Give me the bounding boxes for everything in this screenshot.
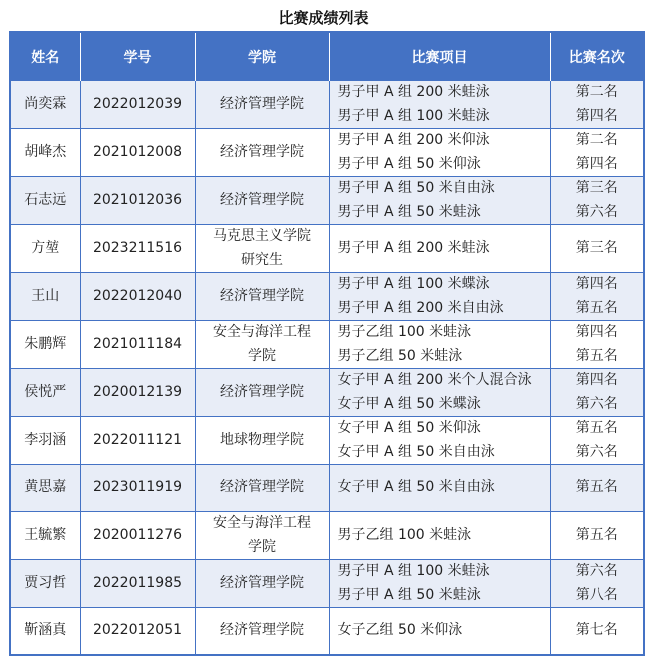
event-cell (329, 225, 550, 273)
rank-line: 第四名 (575, 324, 618, 340)
name-cell: 贾习哲 (10, 560, 80, 608)
name-cell: 尚奕霖 (10, 81, 80, 129)
event-cell (329, 512, 550, 560)
header-student-id: 学号 (80, 32, 195, 81)
college-line: 学院 (248, 538, 276, 555)
event-line: 男子乙组 100 米蛙泳 (337, 324, 472, 340)
table-body (10, 81, 644, 656)
table-title: 比赛成绩列表 (278, 9, 369, 27)
college-line: 经济管理学院 (220, 622, 304, 639)
event-line: 男子甲 A 组 50 米蛙泳 (337, 203, 481, 220)
name-cell: 李羽涵 (10, 417, 80, 465)
event-line: 男子甲 A 组 100 米蝶泳 (337, 276, 490, 292)
college-line: 安全与海洋工程 (213, 515, 311, 531)
event-line: 男子甲 A 组 50 米蛙泳 (337, 586, 481, 603)
college-line: 地球物理学院 (220, 431, 304, 448)
event-line: 女子甲 A 组 50 米蝶泳 (337, 395, 481, 412)
student-id-cell: 2022012040 (80, 273, 195, 321)
college-cell (195, 417, 329, 465)
event-cell (329, 129, 550, 177)
rank-line: 第四名 (575, 155, 618, 172)
event-line: 男子甲 A 组 100 米蛙泳 (337, 107, 490, 124)
rank-cell (550, 465, 644, 512)
table-row (10, 177, 644, 225)
header-row (10, 32, 644, 81)
event-cell (329, 560, 550, 608)
name-cell: 靳涵真 (10, 608, 80, 656)
rank-cell (550, 225, 644, 273)
college-line: 研究生 (241, 251, 283, 268)
table-row (10, 81, 644, 129)
event-cell (329, 177, 550, 225)
college-line: 经济管理学院 (220, 383, 304, 400)
name-cell: 石志远 (10, 177, 80, 225)
rank-line: 第六名 (575, 395, 618, 412)
college-line: 经济管理学院 (220, 287, 304, 304)
rank-cell (550, 512, 644, 560)
college-line: 经济管理学院 (220, 479, 304, 496)
table-row (10, 129, 644, 177)
rank-cell (550, 129, 644, 177)
event-line: 男子甲 A 组 50 米自由泳 (337, 180, 495, 196)
college-cell (195, 177, 329, 225)
table-row (10, 321, 644, 369)
name-cell: 王毓繁 (10, 512, 80, 560)
event-cell (329, 81, 550, 129)
event-cell (329, 608, 550, 656)
rank-cell (550, 321, 644, 369)
rank-line: 第七名 (575, 622, 618, 639)
event-cell (329, 321, 550, 369)
student-id-cell: 2021011184 (80, 321, 195, 369)
rank-line: 第三名 (575, 239, 618, 256)
college-cell (195, 321, 329, 369)
rank-line: 第三名 (575, 180, 618, 196)
table-row (10, 225, 644, 273)
event-line: 男子甲 A 组 50 米仰泳 (337, 155, 481, 172)
rank-line: 第二名 (575, 84, 618, 100)
student-id-cell: 2020011276 (80, 512, 195, 560)
table-row (10, 512, 644, 560)
rank-line: 第八名 (575, 586, 618, 603)
rank-line: 第四名 (575, 372, 618, 388)
college-line: 马克思主义学院 (213, 228, 311, 244)
table-row (10, 369, 644, 417)
rank-line: 第五名 (575, 479, 618, 496)
college-cell (195, 225, 329, 273)
rank-cell (550, 81, 644, 129)
name-cell: 朱鹏辉 (10, 321, 80, 369)
rank-line: 第五名 (575, 526, 618, 543)
rank-cell (550, 273, 644, 321)
college-cell (195, 369, 329, 417)
college-cell (195, 81, 329, 129)
name-cell: 黄思嘉 (10, 465, 80, 512)
student-id-cell: 2022011985 (80, 560, 195, 608)
event-line: 女子甲 A 组 50 米仰泳 (337, 420, 481, 436)
event-cell (329, 465, 550, 512)
table-row (10, 560, 644, 608)
event-cell (329, 273, 550, 321)
rank-line: 第六名 (575, 443, 618, 460)
table-row (10, 417, 644, 465)
name-cell: 方堃 (10, 225, 80, 273)
college-cell (195, 512, 329, 560)
rank-line: 第四名 (575, 107, 618, 124)
event-line: 女子乙组 50 米仰泳 (337, 622, 463, 639)
student-id-cell: 2020012139 (80, 369, 195, 417)
college-line: 经济管理学院 (220, 143, 304, 160)
name-cell: 胡峰杰 (10, 129, 80, 177)
event-line: 女子甲 A 组 200 米个人混合泳 (337, 372, 532, 388)
rank-line: 第六名 (575, 203, 618, 220)
rank-line: 第五名 (575, 347, 618, 364)
header-rank: 比赛名次 (550, 32, 644, 81)
college-cell (195, 608, 329, 656)
college-line: 学院 (248, 347, 276, 364)
rank-cell (550, 417, 644, 465)
event-line: 男子甲 A 组 200 米蛙泳 (337, 239, 490, 256)
student-id-cell: 2022012039 (80, 81, 195, 129)
rank-line: 第五名 (575, 299, 618, 316)
event-line: 女子甲 A 组 50 米自由泳 (337, 479, 495, 496)
rank-cell (550, 177, 644, 225)
student-id-cell: 2021012036 (80, 177, 195, 225)
event-line: 男子甲 A 组 200 米蛙泳 (337, 84, 490, 100)
event-line: 女子甲 A 组 50 米自由泳 (337, 443, 495, 460)
rank-cell (550, 560, 644, 608)
student-id-cell: 2023011919 (80, 465, 195, 512)
college-cell (195, 465, 329, 512)
rank-line: 第二名 (575, 132, 618, 148)
results-table (9, 31, 645, 656)
student-id-cell: 2021012008 (80, 129, 195, 177)
event-line: 男子甲 A 组 200 米仰泳 (337, 132, 490, 148)
college-line: 经济管理学院 (220, 191, 304, 208)
header-event: 比赛项目 (329, 32, 550, 81)
name-cell: 侯悦严 (10, 369, 80, 417)
header-name: 姓名 (10, 32, 80, 81)
event-cell (329, 417, 550, 465)
college-cell (195, 129, 329, 177)
event-line: 男子甲 A 组 200 米自由泳 (337, 299, 504, 316)
college-line: 经济管理学院 (220, 95, 304, 112)
event-line: 男子乙组 50 米蛙泳 (337, 347, 463, 364)
rank-line: 第六名 (575, 563, 618, 579)
event-line: 男子乙组 100 米蛙泳 (337, 526, 472, 543)
rank-line: 第四名 (575, 276, 618, 292)
event-cell (329, 369, 550, 417)
rank-cell (550, 369, 644, 417)
college-cell (195, 273, 329, 321)
table-row (10, 608, 644, 656)
student-id-cell: 2023211516 (80, 225, 195, 273)
college-cell (195, 560, 329, 608)
table-row (10, 465, 644, 512)
student-id-cell: 2022012051 (80, 608, 195, 656)
event-line: 男子甲 A 组 100 米蛙泳 (337, 563, 490, 579)
college-line: 安全与海洋工程 (213, 324, 311, 340)
rank-line: 第五名 (575, 420, 618, 436)
name-cell: 王山 (10, 273, 80, 321)
college-line: 经济管理学院 (220, 574, 304, 591)
table-row (10, 273, 644, 321)
rank-cell (550, 608, 644, 656)
student-id-cell: 2022011121 (80, 417, 195, 465)
header-college: 学院 (195, 32, 329, 81)
